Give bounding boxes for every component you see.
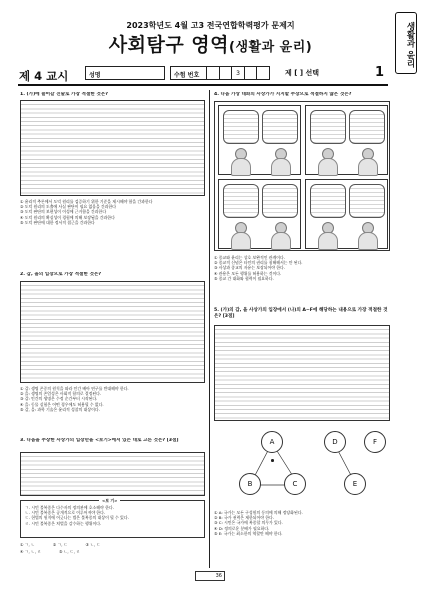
question-2-choices [20,386,205,412]
column-divider [209,90,210,568]
question-4-choices [214,255,390,281]
person-body [231,158,251,176]
period-label: 제 4 교시 [19,69,69,83]
exam-id-label: 수험 번호 [174,72,200,79]
choice[interactable]: ② ㄱ, ㄷ [52,542,68,547]
choice[interactable]: ⑤ E: 국가는 최소한의 역할만 해야 한다. [214,530,283,536]
choice[interactable]: ④ 관용은 모든 행위를 허용하는 것이다. [214,270,282,276]
bogi-item: ㄷ. 헌법의 원칙에 어긋나는 법은 불복종의 대상이 될 수 있다. [25,515,129,521]
page-number: 1 [375,65,385,80]
exam-id-digit: 3 [231,67,244,79]
subject-title [0,30,421,57]
exam-id-cells [206,67,269,79]
choice[interactable]: ④ ㄱ, ㄴ, ㄹ [20,549,41,555]
choice[interactable]: ③ 도덕 판단의 보편성이 이성에 근거함을 간과한다 [20,209,107,215]
header-rule [18,84,388,86]
bogi-item: ㄴ. 시민 불복종은 공개적으로 이루어져야 한다. [25,510,106,516]
question-5-passage [214,325,390,421]
diagram-node: C [284,473,306,495]
subject-main: 사회탐구 영역 [108,34,230,56]
question-2-passage [20,281,205,383]
person-body [358,232,378,250]
person-body [318,232,338,250]
question-3-choices [20,542,205,554]
choice[interactable]: ⑤ 종교 간 대화와 협력이 필요하다. [214,275,274,281]
choice[interactable]: ② 을: 생명의 존엄성은 사회적 합의로 결정된다. [20,391,102,397]
diagram-node: D [324,431,346,453]
choice[interactable]: ③ 사상과 종교의 자유는 보장되어야 한다. [214,265,286,271]
choice[interactable]: ① 윤리적 추론에서 도덕 원리를 검증하기 위한 기준을 제시해야 함을 간과한다 [20,199,153,204]
exam-id-field[interactable] [170,66,270,80]
question-3-passage [20,452,205,496]
question-5-diagram [214,425,390,505]
page-footer-box: 36 [195,571,225,581]
person-body [271,232,291,250]
person-body [318,158,338,176]
question-1-head: 1. (가)에 들어갈 진술로 가장 적절한 것은? [20,92,108,97]
choice[interactable]: ③ 갑: 인간의 생명은 수정 순간부터 시작된다. [20,396,98,402]
speech-bubble [310,110,346,144]
choice[interactable]: ① 갑: 생명 존중의 원칙을 따라 인간 배아 연구를 반대해야 한다. [20,386,129,391]
choice[interactable]: ② 도덕 원리의 도출에 사실 판단이 필요 없음을 간과한다 [20,204,117,210]
choice[interactable]: ③ C: 시민은 국가에 복종할 의무가 있다. [214,520,283,526]
person-body [271,158,291,176]
choice[interactable]: ② B: 국가 권력은 제한되어야 한다. [214,515,274,521]
diagram-dot [271,459,274,462]
subject-sub: (생활과 윤리) [229,40,313,55]
cartoon-panel [218,105,301,175]
diagram-lines [214,425,390,505]
person-body [231,232,251,250]
speech-bubble [349,184,385,218]
elective-label: 제 [ ] 선택 [285,69,319,77]
speech-bubble [223,110,259,144]
choice[interactable]: ⑤ 갑, 을: 과학 기술은 윤리적 성찰의 대상이다. [20,406,100,412]
bogi-item: ㄹ. 시민 불복종은 처벌을 감수하는 행위이다. [25,520,102,526]
subject-side-tab: 생활과 윤리 [395,12,417,74]
diagram-node: E [344,473,366,495]
choice[interactable]: ④ 도덕 원리의 확실성이 경험에 의해 보장됨을 간과한다 [20,214,115,220]
choice[interactable]: ② 종교적 신념은 타인의 권리를 침해해서는 안 된다. [214,260,303,266]
cartoon-panel [218,179,301,249]
bogi-label: <보 기> [99,498,120,503]
choice[interactable]: ① 종교와 윤리는 상호 보완적인 관계이다. [214,255,286,260]
choice[interactable]: ⑤ ㄴ, ㄷ, ㄹ [58,549,80,555]
question-3-bogi-box [20,500,205,538]
cartoon-panel [305,179,388,249]
choice[interactable]: ④ D: 정의로운 분배가 필요하다. [214,525,270,531]
speech-bubble [262,110,298,144]
question-3-head: 3. 다음을 주장한 사상가의 입장만을 <보기>에서 있는 대로 고른 것은? [3점] [20,438,179,443]
exam-title: 2023학년도 4월 고3 전국연합학력평가 문제지 [126,21,295,30]
choice[interactable]: ① ㄱ, ㄴ [20,542,35,547]
bogi-item: ㄱ. 시민 불복종은 다수자의 정의관에 호소해야 한다. [25,505,114,510]
question-5-choices [214,510,390,536]
cartoon-panel [305,105,388,175]
diagram-node: B [239,473,261,495]
choice[interactable]: ③ ㄴ, ㄷ [85,542,101,547]
choice[interactable]: ④ 을: 동물 실험은 어떤 경우에도 허용될 수 없다. [20,401,104,407]
choice[interactable]: ⑤ 도덕 판단에 대한 정서적 접근을 간과한다 [20,219,95,225]
speech-bubble [262,184,298,218]
question-4-head: 4. 다음 가상 대화의 사상가가 지지할 주장으로 적절하지 않은 것은? [214,92,352,97]
speech-bubble [223,184,259,218]
person-body [358,158,378,176]
question-1-choices [20,199,205,225]
name-field[interactable] [85,66,165,80]
diagram-node: F [364,431,386,453]
name-label: 성명 [89,72,101,79]
diagram-node: A [261,431,283,453]
question-1-passage [20,100,205,196]
speech-bubble [349,110,385,144]
question-4-cartoon [214,101,390,251]
choice[interactable]: ① A: 국가는 모든 구성원의 동의에 의해 정당화된다. [214,510,303,515]
question-5-head: 5. (가)의 갑, 을 사상가의 입장에서 (나)의 A~F에 해당하는 내용으로 가장 적절한 것은? [3점] [214,308,388,319]
question-2-head: 2. 갑, 을의 입장으로 가장 적절한 것은? [20,272,102,277]
speech-bubble [310,184,346,218]
